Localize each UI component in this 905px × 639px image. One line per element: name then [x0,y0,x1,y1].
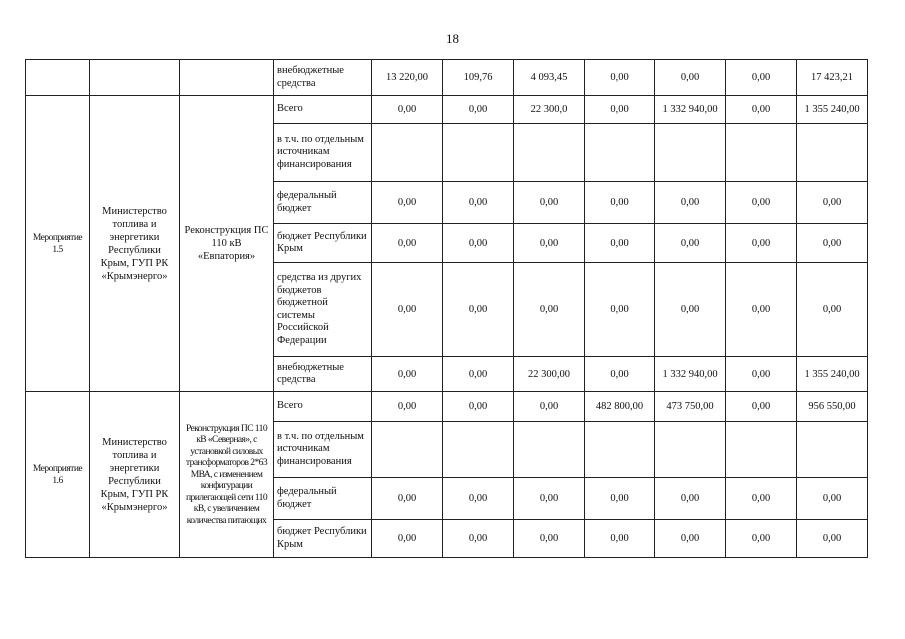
empty-cell [180,60,274,96]
value-cell: 0,00 [655,520,726,558]
value-cell: 0,00 [797,224,868,263]
value-cell: 0,00 [585,478,655,520]
value-cell [797,422,868,478]
value-cell: 0,00 [797,478,868,520]
value-cell: 0,00 [585,263,655,357]
value-cell: 13 220,00 [372,60,443,96]
value-cell: 0,00 [443,520,514,558]
funding-source: бюджет Республики Крым [274,520,372,558]
value-cell: 0,00 [726,392,797,422]
value-cell: 0,00 [514,520,585,558]
value-cell: 0,00 [443,182,514,224]
funding-source: в т.ч. по отдельным источникам финансирования [274,422,372,478]
value-cell: 482 800,00 [585,392,655,422]
value-cell: 0,00 [726,478,797,520]
value-cell: 0,00 [372,392,443,422]
value-cell: 0,00 [797,520,868,558]
value-cell: 0,00 [655,263,726,357]
value-cell: 0,00 [726,357,797,392]
value-cell: 956 550,00 [797,392,868,422]
value-cell: 0,00 [443,392,514,422]
funding-source: Всего [274,96,372,124]
value-cell: 0,00 [372,224,443,263]
funding-source: средства из других бюджетов бюджетной системы Российской Федерации [274,263,372,357]
value-cell: 0,00 [514,263,585,357]
funding-source: внебюджетные средства [274,357,372,392]
value-cell: 1 355 240,00 [797,96,868,124]
value-cell: 0,00 [726,60,797,96]
table-row [26,96,868,124]
value-cell: 22 300,0 [514,96,585,124]
funding-source: бюджет Республики Крым [274,224,372,263]
value-cell: 0,00 [443,224,514,263]
value-cell: 0,00 [372,478,443,520]
funding-source: федеральный бюджет [274,478,372,520]
value-cell: 0,00 [372,182,443,224]
value-cell: 0,00 [655,182,726,224]
value-cell [372,124,443,182]
value-cell: 0,00 [443,96,514,124]
value-cell [514,422,585,478]
value-cell: 4 093,45 [514,60,585,96]
value-cell: 0,00 [372,357,443,392]
value-cell [797,124,868,182]
value-cell: 0,00 [514,182,585,224]
funding-table [25,59,868,558]
value-cell: 0,00 [443,357,514,392]
value-cell: 0,00 [726,96,797,124]
value-cell: 0,00 [443,263,514,357]
table-row [26,392,868,422]
event-name: Мероприятие 1.5 [26,96,90,392]
value-cell: 1 355 240,00 [797,357,868,392]
value-cell: 0,00 [514,478,585,520]
value-cell: 0,00 [797,182,868,224]
value-cell: 0,00 [726,263,797,357]
value-cell [514,124,585,182]
value-cell: 0,00 [585,520,655,558]
value-cell: 0,00 [726,520,797,558]
value-cell: 17 423,21 [797,60,868,96]
value-cell: 0,00 [514,392,585,422]
value-cell: 0,00 [797,263,868,357]
value-cell: 0,00 [655,60,726,96]
value-cell [726,422,797,478]
value-cell [443,124,514,182]
funding-source: внебюджетные средства [274,60,372,96]
value-cell: 0,00 [372,520,443,558]
value-cell: 0,00 [585,96,655,124]
value-cell: 0,00 [655,478,726,520]
value-cell: 0,00 [372,263,443,357]
value-cell [655,124,726,182]
value-cell: 473 750,00 [655,392,726,422]
value-cell: 0,00 [443,478,514,520]
value-cell [655,422,726,478]
value-cell [585,422,655,478]
empty-cell [26,60,90,96]
executor: Министерство топлива и энергетики Республики Крым, ГУП РК «Крымэнерго» [90,392,180,558]
value-cell [726,124,797,182]
object-name: Реконструкция ПС 110 кВ «Северная», с установкой силовых трансформаторов 2*63 МВА, с изменением конфигурации прилегающей сети 110 кВ, с увеличением количества питающих [180,392,274,558]
value-cell: 109,76 [443,60,514,96]
value-cell: 0,00 [585,357,655,392]
value-cell: 22 300,00 [514,357,585,392]
executor: Министерство топлива и энергетики Республики Крым, ГУП РК «Крымэнерго» [90,96,180,392]
value-cell: 0,00 [514,224,585,263]
value-cell: 0,00 [372,96,443,124]
funding-source: федеральный бюджет [274,182,372,224]
value-cell [372,422,443,478]
funding-source: в т.ч. по отдельным источникам финансирования [274,124,372,182]
empty-cell [90,60,180,96]
value-cell: 0,00 [585,60,655,96]
funding-source: Всего [274,392,372,422]
event-name: Мероприятие 1.6 [26,392,90,558]
value-cell: 1 332 940,00 [655,357,726,392]
value-cell: 0,00 [655,224,726,263]
value-cell: 1 332 940,00 [655,96,726,124]
value-cell: 0,00 [726,224,797,263]
value-cell: 0,00 [726,182,797,224]
value-cell: 0,00 [585,182,655,224]
value-cell [585,124,655,182]
object-name: Реконструкция ПС 110 кВ «Евпатория» [180,96,274,392]
page-number: 18 [446,31,459,46]
value-cell: 0,00 [585,224,655,263]
table-row [26,60,868,96]
value-cell [443,422,514,478]
